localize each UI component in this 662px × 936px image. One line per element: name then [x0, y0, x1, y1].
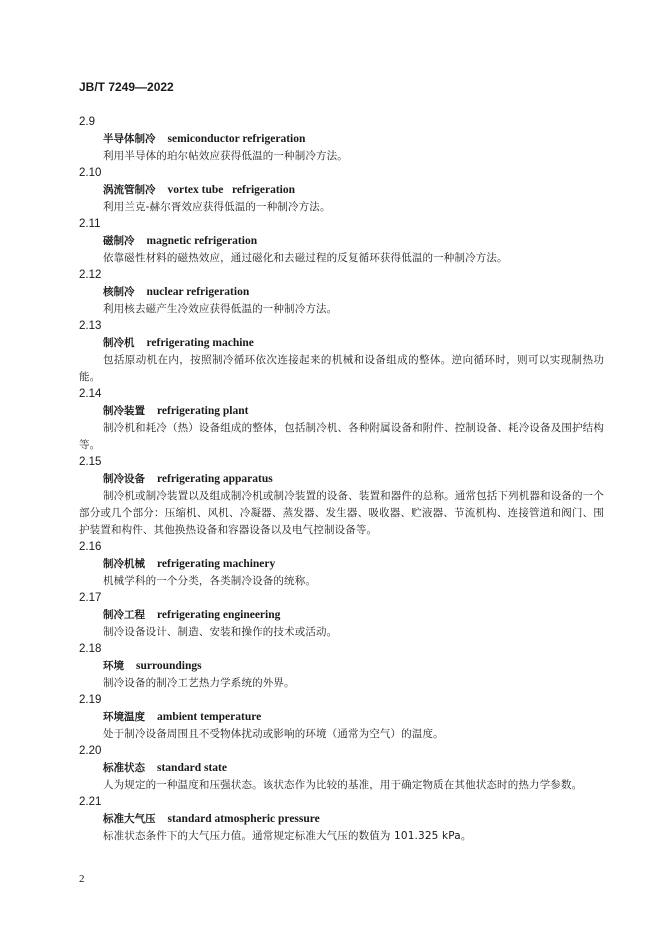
term-en: nuclear refrigeration — [146, 286, 250, 298]
term-zh: 涡流管制冷 — [103, 184, 156, 196]
term-entry — [79, 267, 604, 318]
term-en: refrigerating plant — [157, 405, 249, 417]
term-definition: 标准状态条件下的大气压力值。通常规定标准大气压的数值为 101.325 kPa。 — [103, 830, 472, 842]
term-zh: 制冷设备 — [103, 473, 145, 485]
term-title — [79, 182, 604, 199]
term-zh: 制冷工程 — [103, 609, 145, 621]
term-en: ambient temperature — [157, 711, 262, 723]
term-zh: 标准大气压 — [103, 813, 156, 825]
term-title — [79, 811, 604, 828]
term-title — [79, 760, 604, 777]
term-title — [79, 556, 604, 573]
term-definition: 制冷机或制冷装置以及组成制冷机或制冷装置的设备、装置和器件的总称。通常包括下列机器和设备的一个部分或几个部分：压缩机、风机、冷凝器、蒸发器、发生器、吸收器、贮液器、节流机构、连接管道和阀门、围护装置和构件、其他换热设备和容器设备以及电气控制设备等。 — [79, 490, 604, 536]
term-entry — [79, 692, 604, 743]
term-en: standard atmospheric pressure — [167, 813, 320, 825]
term-entry — [79, 539, 604, 590]
term-number: 2.17 — [79, 592, 102, 604]
term-zh: 标准状态 — [103, 762, 145, 774]
term-number: 2.15 — [79, 456, 102, 468]
term-definition: 制冷设备设计、制造、安装和操作的技术或活动。 — [103, 626, 338, 638]
term-en: surroundings — [136, 660, 202, 672]
term-definition: 依靠磁性材料的磁热效应，通过磁化和去磁过程的反复循环获得低温的一种制冷方法。 — [103, 252, 508, 264]
term-title — [79, 658, 604, 675]
term-entry — [79, 743, 604, 794]
term-entry — [79, 794, 604, 845]
term-number: 2.14 — [79, 388, 102, 400]
term-definition: 制冷机和耗冷（热）设备组成的整体，包括制冷机、各种附属设备和附件、控制设备、耗冷设备及围护结构等。 — [79, 422, 604, 451]
term-zh: 核制冷 — [103, 286, 135, 298]
term-entry — [79, 114, 604, 165]
term-title — [79, 335, 604, 352]
term-definition: 利用兰克-赫尔胥效应获得低温的一种制冷方法。 — [103, 201, 331, 213]
page-number: 2 — [79, 873, 85, 885]
term-definition: 人为规定的一种温度和压强状态。该状态作为比较的基准，用于确定物质在其他状态时的热力学参数。 — [103, 779, 583, 791]
term-zh: 环境 — [103, 660, 124, 672]
term-number: 2.21 — [79, 796, 102, 808]
term-definition: 机械学科的一个分类，各类制冷设备的统称。 — [103, 575, 316, 587]
term-en: refrigerating engineering — [157, 609, 281, 621]
term-number: 2.18 — [79, 643, 102, 655]
term-zh: 制冷装置 — [103, 405, 145, 417]
term-zh: 半导体制冷 — [103, 133, 156, 145]
term-title — [79, 471, 604, 488]
term-zh: 制冷机 — [103, 337, 135, 349]
term-en: standard state — [157, 762, 227, 774]
term-entry — [79, 165, 604, 216]
term-zh: 环境温度 — [103, 711, 145, 723]
term-title — [79, 403, 604, 420]
term-number: 2.16 — [79, 541, 102, 553]
term-number: 2.13 — [79, 320, 102, 332]
term-entry — [79, 318, 604, 386]
term-zh: 磁制冷 — [103, 235, 135, 247]
term-number: 2.20 — [79, 745, 102, 757]
term-number: 2.19 — [79, 694, 102, 706]
term-title — [79, 233, 604, 250]
term-title — [79, 709, 604, 726]
term-title — [79, 607, 604, 624]
term-entry — [79, 386, 604, 454]
term-en: magnetic refrigeration — [146, 235, 258, 247]
term-definition: 包括原动机在内，按照制冷循环依次连接起来的机械和设备组成的整体。逆向循环时，则可以实现制热功能。 — [79, 354, 604, 383]
term-entry — [79, 454, 604, 539]
standard-number: JB/T 7249—2022 — [79, 80, 174, 94]
term-entry — [79, 641, 604, 692]
term-list — [79, 114, 604, 845]
term-definition: 利用核去磁产生冷效应获得低温的一种制冷方法。 — [103, 303, 338, 315]
term-en: refrigerating apparatus — [157, 473, 273, 485]
term-en: semiconductor refrigeration — [167, 133, 306, 145]
term-en: refrigerating machine — [146, 337, 254, 349]
term-zh: 制冷机械 — [103, 558, 145, 570]
term-title — [79, 284, 604, 301]
term-en: refrigerating machinery — [157, 558, 276, 570]
term-definition: 制冷设备的制冷工艺热力学系统的外界。 — [103, 677, 295, 689]
term-definition: 利用半导体的珀尔帖效应获得低温的一种制冷方法。 — [103, 150, 348, 162]
term-title — [79, 131, 604, 148]
term-entry — [79, 216, 604, 267]
term-en: vortex tube refrigeration — [167, 184, 296, 196]
term-number: 2.10 — [79, 167, 102, 179]
term-entry — [79, 590, 604, 641]
term-number: 2.11 — [79, 218, 101, 230]
term-number: 2.9 — [79, 116, 95, 128]
term-definition: 处于制冷设备周围且不受物体扰动或影响的环境（通常为空气）的温度。 — [103, 728, 444, 740]
term-number: 2.12 — [79, 269, 102, 281]
